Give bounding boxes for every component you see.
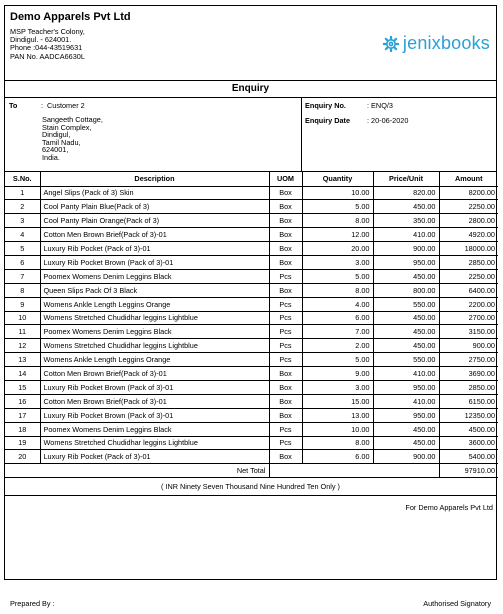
cell-amount: 2850.00 bbox=[439, 255, 498, 269]
cell-description: Cotton Men Brown Brief(Pack of 3)-01 bbox=[40, 394, 269, 408]
cell-sno: 5 bbox=[5, 242, 40, 256]
table-header-row bbox=[5, 172, 498, 186]
company-address-line: MSP Teacher's Colony, bbox=[10, 27, 85, 36]
cell-sno: 3 bbox=[5, 214, 40, 228]
cell-uom: Box bbox=[269, 450, 302, 464]
table-row bbox=[5, 367, 498, 381]
cell-uom: Box bbox=[269, 283, 302, 297]
cell-amount: 12350.00 bbox=[439, 408, 498, 422]
cell-quantity: 8.00 bbox=[302, 214, 373, 228]
to-colon: : bbox=[41, 101, 44, 110]
cell-uom: Pcs bbox=[269, 436, 302, 450]
cell-sno: 19 bbox=[5, 436, 40, 450]
cell-price: 450.00 bbox=[373, 200, 439, 214]
customer-address-line: 624001, bbox=[42, 145, 69, 155]
cell-price: 450.00 bbox=[373, 436, 439, 450]
enquiry-document bbox=[4, 5, 497, 609]
customer-address-line: Sangeeth Cottage, bbox=[42, 115, 103, 124]
cell-amount: 2250.00 bbox=[439, 269, 498, 283]
cell-description: Womens Ankle Length Leggins Orange bbox=[40, 353, 269, 367]
cell-amount: 2700.00 bbox=[439, 311, 498, 325]
cell-quantity: 10.00 bbox=[302, 422, 373, 436]
table-row bbox=[5, 297, 498, 311]
cell-price: 450.00 bbox=[373, 311, 439, 325]
cell-price: 450.00 bbox=[373, 269, 439, 283]
cell-description: Luxury Rib Pocket Brown (Pack of 3)-01 bbox=[40, 380, 269, 394]
cell-description: Womens Stretched Chudidhar leggins Lightblue bbox=[40, 339, 269, 353]
table-row bbox=[5, 214, 498, 228]
col-header-sno: S.No. bbox=[5, 172, 40, 186]
cell-quantity: 20.00 bbox=[302, 242, 373, 256]
table-row bbox=[5, 242, 498, 256]
cell-sno: 20 bbox=[5, 450, 40, 464]
cell-price: 450.00 bbox=[373, 325, 439, 339]
net-total-label: Net Total bbox=[5, 464, 269, 478]
table-row bbox=[5, 450, 498, 464]
enquiry-no-value: : ENQ/3 bbox=[367, 101, 393, 110]
cell-quantity: 8.00 bbox=[302, 436, 373, 450]
customer-address-line: Dindigul, bbox=[42, 130, 71, 140]
items-table bbox=[5, 172, 498, 478]
cell-quantity: 8.00 bbox=[302, 283, 373, 297]
cell-amount: 3600.00 bbox=[439, 436, 498, 450]
cell-price: 950.00 bbox=[373, 408, 439, 422]
cell-description: Luxury Rib Pocket Brown (Pack of 3)-01 bbox=[40, 255, 269, 269]
logo-text bbox=[403, 33, 490, 54]
prepared-by: Prepared By : bbox=[10, 599, 55, 609]
cell-quantity: 3.00 bbox=[302, 255, 373, 269]
cell-price: 410.00 bbox=[373, 228, 439, 242]
cell-sno: 11 bbox=[5, 325, 40, 339]
cell-uom: Box bbox=[269, 186, 302, 200]
cell-sno: 10 bbox=[5, 311, 40, 325]
net-total-spacer bbox=[269, 464, 439, 478]
cell-price: 950.00 bbox=[373, 255, 439, 269]
enquiry-no-label: Enquiry No. bbox=[305, 101, 346, 110]
cell-description: Angel Slips (Pack of 3) Skin bbox=[40, 186, 269, 200]
cell-quantity: 6.00 bbox=[302, 450, 373, 464]
cell-sno: 7 bbox=[5, 269, 40, 283]
cell-amount: 4920.00 bbox=[439, 228, 498, 242]
table-row bbox=[5, 408, 498, 422]
cell-uom: Box bbox=[269, 367, 302, 381]
cell-quantity: 7.00 bbox=[302, 325, 373, 339]
company-address-line: Dindigul. - 624001. bbox=[10, 35, 72, 45]
cell-uom: Pcs bbox=[269, 353, 302, 367]
cell-amount: 18000.00 bbox=[439, 242, 498, 256]
gear-icon bbox=[383, 36, 399, 52]
cell-description: Cotton Men Brown Brief(Pack of 3)-01 bbox=[40, 228, 269, 242]
table-row bbox=[5, 186, 498, 200]
cell-quantity: 2.00 bbox=[302, 339, 373, 353]
cell-quantity: 5.00 bbox=[302, 269, 373, 283]
cell-description: Cotton Men Brown Brief(Pack of 3)-01 bbox=[40, 367, 269, 381]
cell-amount: 2750.00 bbox=[439, 353, 498, 367]
cell-quantity: 4.00 bbox=[302, 297, 373, 311]
cell-description: Poomex Womens Denim Leggins Black bbox=[40, 269, 269, 283]
cell-amount: 2200.00 bbox=[439, 297, 498, 311]
cell-price: 820.00 bbox=[373, 186, 439, 200]
cell-description: Poomex Womens Denim Leggins Black bbox=[40, 422, 269, 436]
table-row bbox=[5, 311, 498, 325]
table-row bbox=[5, 422, 498, 436]
cell-uom: Box bbox=[269, 214, 302, 228]
cell-uom: Pcs bbox=[269, 339, 302, 353]
cell-uom: Box bbox=[269, 255, 302, 269]
cell-sno: 17 bbox=[5, 408, 40, 422]
cell-amount: 2850.00 bbox=[439, 380, 498, 394]
cell-sno: 16 bbox=[5, 394, 40, 408]
cell-description: Luxury Rib Pocket (Pack of 3)-01 bbox=[40, 450, 269, 464]
cell-uom: Box bbox=[269, 242, 302, 256]
document-header bbox=[5, 6, 496, 81]
enquiry-date-value: : 20-06-2020 bbox=[367, 116, 409, 125]
table-row bbox=[5, 283, 498, 297]
party-info bbox=[5, 98, 496, 172]
cell-uom: Box bbox=[269, 408, 302, 422]
cell-quantity: 10.00 bbox=[302, 186, 373, 200]
cell-uom: Box bbox=[269, 394, 302, 408]
cell-uom: Pcs bbox=[269, 422, 302, 436]
cell-quantity: 12.00 bbox=[302, 228, 373, 242]
customer-name: Customer 2 bbox=[47, 101, 85, 110]
cell-sno: 4 bbox=[5, 228, 40, 242]
net-total-row bbox=[5, 464, 498, 478]
cell-sno: 14 bbox=[5, 367, 40, 381]
logo-text-books: books bbox=[440, 33, 490, 53]
table-row bbox=[5, 228, 498, 242]
enquiry-date-label: Enquiry Date bbox=[305, 116, 351, 125]
cell-description: Womens Stretched Chudidhar leggins Lightblue bbox=[40, 311, 269, 325]
cell-description: Luxury Rib Pocket Brown (Pack of 3)-01 bbox=[40, 408, 269, 422]
table-row bbox=[5, 325, 498, 339]
customer-address-line: Stain Complex, bbox=[42, 122, 92, 132]
col-header-description: Description bbox=[40, 172, 269, 186]
cell-price: 900.00 bbox=[373, 242, 439, 256]
cell-quantity: 15.00 bbox=[302, 394, 373, 408]
cell-amount: 2250.00 bbox=[439, 200, 498, 214]
cell-sno: 1 bbox=[5, 186, 40, 200]
cell-description: Womens Stretched Chudidhar leggins Lightblue bbox=[40, 436, 269, 450]
col-header-quantity: Quantity bbox=[302, 172, 373, 186]
cell-quantity: 5.00 bbox=[302, 200, 373, 214]
net-total-value: 97910.00 bbox=[439, 464, 498, 478]
cell-description: Womens Ankle Length Leggins Orange bbox=[40, 297, 269, 311]
cell-price: 800.00 bbox=[373, 283, 439, 297]
cell-amount: 5400.00 bbox=[439, 450, 498, 464]
cell-price: 550.00 bbox=[373, 353, 439, 367]
table-row bbox=[5, 380, 498, 394]
table-row bbox=[5, 394, 498, 408]
cell-uom: Box bbox=[269, 200, 302, 214]
cell-sno: 12 bbox=[5, 339, 40, 353]
table-row bbox=[5, 353, 498, 367]
cell-description: Poomex Womens Denim Leggins Black bbox=[40, 325, 269, 339]
cell-amount: 2800.00 bbox=[439, 214, 498, 228]
cell-price: 410.00 bbox=[373, 394, 439, 408]
cell-sno: 2 bbox=[5, 200, 40, 214]
cell-uom: Pcs bbox=[269, 297, 302, 311]
company-address-line: PAN No. AADCA6630L bbox=[10, 51, 85, 61]
cell-quantity: 9.00 bbox=[302, 367, 373, 381]
col-header-uom: UOM bbox=[269, 172, 302, 186]
company-address-line: Phone :044-43519631 bbox=[10, 43, 83, 53]
signature-footer bbox=[5, 496, 496, 614]
logo-text-jenix: jenix bbox=[402, 33, 441, 53]
table-row bbox=[5, 200, 498, 214]
amount-in-words: ( INR Ninety Seven Thousand Nine Hundred Ten Only ) bbox=[5, 478, 496, 496]
cell-quantity: 6.00 bbox=[302, 311, 373, 325]
cell-amount: 8200.00 bbox=[439, 186, 498, 200]
cell-price: 550.00 bbox=[373, 297, 439, 311]
cell-quantity: 13.00 bbox=[302, 408, 373, 422]
table-row bbox=[5, 436, 498, 450]
cell-price: 450.00 bbox=[373, 339, 439, 353]
cell-amount: 6400.00 bbox=[439, 283, 498, 297]
cell-uom: Box bbox=[269, 380, 302, 394]
customer-address bbox=[42, 116, 103, 162]
cell-price: 950.00 bbox=[373, 380, 439, 394]
customer-address-line: Tamil Nadu, bbox=[42, 137, 81, 147]
company-name: Demo Apparels Pvt Ltd bbox=[10, 11, 131, 23]
cell-uom: Box bbox=[269, 228, 302, 242]
cell-description: Cool Panty Plain Orange(Pack of 3) bbox=[40, 214, 269, 228]
customer-address-line: India. bbox=[42, 152, 60, 162]
for-company: For Demo Apparels Pvt Ltd bbox=[405, 503, 493, 513]
table-row bbox=[5, 269, 498, 283]
authorised-signatory: Authorised Signatory bbox=[423, 599, 491, 609]
cell-uom: Pcs bbox=[269, 325, 302, 339]
to-label: To bbox=[9, 101, 18, 110]
cell-price: 900.00 bbox=[373, 450, 439, 464]
cell-sno: 6 bbox=[5, 255, 40, 269]
jenixbooks-logo bbox=[383, 33, 490, 54]
cell-sno: 13 bbox=[5, 353, 40, 367]
cell-price: 350.00 bbox=[373, 214, 439, 228]
cell-quantity: 5.00 bbox=[302, 353, 373, 367]
cell-sno: 9 bbox=[5, 297, 40, 311]
cell-description: Luxury Rib Pocket (Pack of 3)-01 bbox=[40, 242, 269, 256]
cell-sno: 8 bbox=[5, 283, 40, 297]
cell-amount: 6150.00 bbox=[439, 394, 498, 408]
cell-sno: 15 bbox=[5, 380, 40, 394]
col-header-price: Price/Unit bbox=[373, 172, 439, 186]
document-title: Enquiry bbox=[5, 81, 496, 98]
cell-uom: Pcs bbox=[269, 311, 302, 325]
cell-amount: 3150.00 bbox=[439, 325, 498, 339]
cell-price: 450.00 bbox=[373, 422, 439, 436]
cell-amount: 900.00 bbox=[439, 339, 498, 353]
table-row bbox=[5, 339, 498, 353]
info-divider bbox=[301, 98, 302, 171]
col-header-amount: Amount bbox=[439, 172, 498, 186]
cell-quantity: 3.00 bbox=[302, 380, 373, 394]
cell-description: Queen Slips Pack Of 3 Black bbox=[40, 283, 269, 297]
cell-uom: Pcs bbox=[269, 269, 302, 283]
table-row bbox=[5, 255, 498, 269]
cell-description: Cool Panty Plain Blue(Pack of 3) bbox=[40, 200, 269, 214]
cell-amount: 4500.00 bbox=[439, 422, 498, 436]
cell-amount: 3690.00 bbox=[439, 367, 498, 381]
cell-price: 410.00 bbox=[373, 367, 439, 381]
company-address bbox=[10, 28, 85, 61]
cell-sno: 18 bbox=[5, 422, 40, 436]
